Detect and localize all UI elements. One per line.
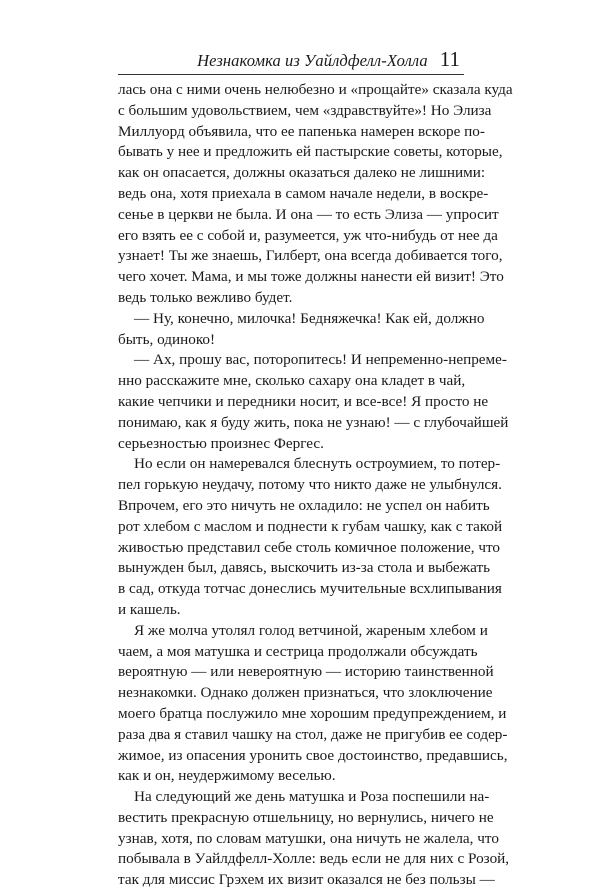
text-line: бывать у нее и предложить ей пастырские советы, которые, <box>118 143 503 161</box>
text-line: незнакомки. Однако должен признаться, что злоключение <box>118 684 493 702</box>
text-line: лась она с ними очень нелюбезно и «прощайте» сказала куда <box>118 81 513 98</box>
text-line: Но если он намеревался блеснуть остроумием, то потер- <box>134 455 501 473</box>
text-line: рот хлебом с маслом и поднести к губам чашку, как с такой <box>118 517 503 535</box>
text-line: ведь только вежливо будет. <box>118 288 293 306</box>
text-line: быть, одиноко! <box>118 330 216 348</box>
page-header <box>197 47 460 72</box>
text-line: вестить прекрасную отшельницу, но вернулись, ничего не <box>118 808 494 826</box>
text-line: жимое, из опасения уронить свое достоинство, предавшись, <box>118 746 508 764</box>
text-line: серьезностью произнес Фергес. <box>118 434 324 452</box>
text-line: — Ах, прошу вас, поторопитесь! И непременно-непреме- <box>134 351 507 369</box>
page-number: 11 <box>439 47 460 71</box>
text-line: узнает! Ты же знаешь, Гилберт, она всегда добивается того, <box>118 247 503 265</box>
text-line: его взять ее с собой и, разумеется, уж что-нибудь от нее да <box>118 226 498 244</box>
text-line: Впрочем, его это ничуть не охладило: не успел он набить <box>118 496 490 514</box>
text-line: чаем, а моя матушка и сестрица продолжали обсуждать <box>118 642 478 660</box>
text-line: моего братца послужило мне хорошим предупреждением, и <box>118 704 507 722</box>
text-line: и кашель. <box>118 600 181 618</box>
header-rule <box>118 74 464 75</box>
text-line: узнав, хотя, по словам матушки, она ничуть не жалела, что <box>118 829 499 847</box>
text-line: сенье в церкви не была. И она — то есть Элиза — упросит <box>118 205 499 223</box>
paragraph <box>118 80 513 309</box>
text-line: На следующий же день матушка и Роза поспешили на- <box>134 788 490 806</box>
text-line: понимаю, как я буду жить, пока не узнаю! — с глубочайшей <box>118 413 509 431</box>
paragraph <box>118 350 509 454</box>
body-text <box>118 80 513 891</box>
text-line: с большим удовольствием, чем «здравствуйте»! Но Элиза <box>118 101 492 119</box>
paragraph <box>118 621 508 787</box>
text-line: нно расскажите мне, сколько сахару она кладет в чай, <box>118 372 466 390</box>
text-line: ведь она, хотя приехала в самом начале недели, в воскре- <box>118 184 489 202</box>
text-line: какие чепчики и передники носит, и все-все! Я просто не <box>118 392 489 410</box>
paragraph <box>118 309 485 351</box>
text-line: как он опасается, должны оказаться далеко не лишними: <box>118 164 486 182</box>
text-line: в сад, откуда тотчас донеслись мучительные всхлипывания <box>118 580 502 598</box>
text-line: так для миссис Грэхем их визит оказался не без пользы — <box>118 871 495 889</box>
text-line: пел горькую неудачу, потому что никто даже не улыбнулся. <box>118 476 502 494</box>
paragraph <box>118 787 510 891</box>
text-line: как и он, неудержимому веселью. <box>118 767 336 785</box>
text-line: чего хочет. Мама, и мы тоже должны нанести ей визит! Это <box>118 268 504 286</box>
text-line: вынужден был, давясь, выскочить из-за стола и выбежать <box>118 559 491 577</box>
text-line: раза два я ставил чашку на стол, даже не пригубив ее содер- <box>118 725 508 743</box>
running-title: Незнакомка из Уайлдфелл-Холла <box>197 51 428 70</box>
text-line: Я же молча утолял голод ветчиной, жареным хлебом и <box>134 621 488 639</box>
text-line: живостью представил себе столь комичное положение, что <box>118 538 501 556</box>
text-line: вероятную — или невероятную — историю таинственной <box>118 663 494 681</box>
paragraph <box>118 454 503 620</box>
text-line: Миллуорд объявила, что ее папенька намерен вскоре по- <box>118 122 485 140</box>
text-line: побывала в Уайлдфелл-Холле: ведь если не для них с Розой, <box>118 850 510 868</box>
text-line: — Ну, конечно, милочка! Бедняжечка! Как ей, должно <box>134 309 485 327</box>
